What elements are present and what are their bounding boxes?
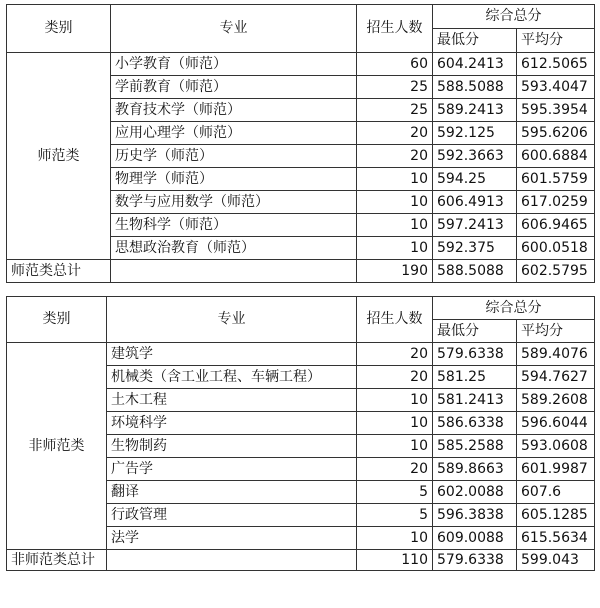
total-major-empty (111, 260, 357, 283)
major-cell: 生物制药 (107, 435, 357, 458)
header-avg-score: 平均分 (517, 320, 595, 343)
major-cell: 教育技术学（师范） (111, 99, 357, 122)
avg-score-cell: 601.5759 (517, 168, 595, 191)
min-score-cell: 581.25 (433, 366, 517, 389)
count-cell: 5 (357, 504, 433, 527)
min-score-cell: 585.2588 (433, 435, 517, 458)
major-cell: 历史学（师范） (111, 145, 357, 168)
count-cell: 25 (357, 76, 433, 99)
count-cell: 20 (357, 343, 433, 366)
total-label: 师范类总计 (7, 260, 111, 283)
min-score-cell: 592.125 (433, 122, 517, 145)
count-cell: 60 (357, 53, 433, 76)
count-cell: 20 (357, 366, 433, 389)
min-score-cell: 602.0088 (433, 481, 517, 504)
avg-score-cell: 601.9987 (517, 458, 595, 481)
min-score-cell: 588.5088 (433, 76, 517, 99)
major-cell: 法学 (107, 527, 357, 550)
avg-score-cell: 600.0518 (517, 237, 595, 260)
total-label: 非师范类总计 (7, 550, 107, 571)
count-cell: 10 (357, 389, 433, 412)
count-cell: 10 (357, 527, 433, 550)
major-cell: 思想政治教育（师范） (111, 237, 357, 260)
min-score-cell: 592.375 (433, 237, 517, 260)
avg-score-cell: 589.2608 (517, 389, 595, 412)
total-row (7, 260, 595, 283)
category-cell: 师范类 (7, 53, 111, 260)
major-cell: 物理学（师范） (111, 168, 357, 191)
count-cell: 10 (357, 191, 433, 214)
header-enroll: 招生人数 (357, 297, 433, 343)
major-cell: 环境科学 (107, 412, 357, 435)
count-cell: 20 (357, 458, 433, 481)
avg-score-cell: 593.0608 (517, 435, 595, 458)
min-score-cell: 609.0088 (433, 527, 517, 550)
avg-score-cell: 600.6884 (517, 145, 595, 168)
major-cell: 学前教育（师范） (111, 76, 357, 99)
major-cell: 应用心理学（师范） (111, 122, 357, 145)
major-cell: 数学与应用数学（师范） (111, 191, 357, 214)
total-count: 110 (357, 550, 433, 571)
min-score-cell: 604.2413 (433, 53, 517, 76)
avg-score-cell: 595.6206 (517, 122, 595, 145)
min-score-cell: 581.2413 (433, 389, 517, 412)
count-cell: 10 (357, 214, 433, 237)
major-cell: 行政管理 (107, 504, 357, 527)
total-min-score: 588.5088 (433, 260, 517, 283)
avg-score-cell: 615.5634 (517, 527, 595, 550)
non-teacher-admission-table (6, 296, 595, 571)
count-cell: 5 (357, 481, 433, 504)
header-major: 专业 (111, 5, 357, 53)
major-cell: 广告学 (107, 458, 357, 481)
avg-score-cell: 596.6044 (517, 412, 595, 435)
major-cell: 小学教育（师范） (111, 53, 357, 76)
header-category: 类别 (7, 297, 107, 343)
count-cell: 20 (357, 122, 433, 145)
table-row (7, 53, 595, 76)
min-score-cell: 589.2413 (433, 99, 517, 122)
teacher-admission-table (6, 4, 595, 283)
avg-score-cell: 589.4076 (517, 343, 595, 366)
count-cell: 20 (357, 145, 433, 168)
min-score-cell: 597.2413 (433, 214, 517, 237)
major-cell: 翻译 (107, 481, 357, 504)
count-cell: 10 (357, 237, 433, 260)
total-avg-score: 602.5795 (517, 260, 595, 283)
avg-score-cell: 617.0259 (517, 191, 595, 214)
min-score-cell: 592.3663 (433, 145, 517, 168)
count-cell: 10 (357, 412, 433, 435)
min-score-cell: 594.25 (433, 168, 517, 191)
min-score-cell: 606.4913 (433, 191, 517, 214)
table-row (7, 343, 595, 366)
header-major: 专业 (107, 297, 357, 343)
avg-score-cell: 607.6 (517, 481, 595, 504)
total-count: 190 (357, 260, 433, 283)
header-min-score: 最低分 (433, 320, 517, 343)
major-cell: 生物科学（师范） (111, 214, 357, 237)
category-cell: 非师范类 (7, 343, 107, 550)
avg-score-cell: 595.3954 (517, 99, 595, 122)
avg-score-cell: 606.9465 (517, 214, 595, 237)
header-score-group: 综合总分 (433, 297, 595, 320)
avg-score-cell: 593.4047 (517, 76, 595, 99)
header-category: 类别 (7, 5, 111, 53)
min-score-cell: 596.3838 (433, 504, 517, 527)
count-cell: 10 (357, 435, 433, 458)
min-score-cell: 586.6338 (433, 412, 517, 435)
avg-score-cell: 605.1285 (517, 504, 595, 527)
header-enroll: 招生人数 (357, 5, 433, 53)
total-row (7, 550, 595, 571)
min-score-cell: 589.8663 (433, 458, 517, 481)
header-min-score: 最低分 (433, 29, 517, 53)
min-score-cell: 579.6338 (433, 343, 517, 366)
total-avg-score: 599.043 (517, 550, 595, 571)
total-major-empty (107, 550, 357, 571)
header-score-group: 综合总分 (433, 5, 595, 29)
avg-score-cell: 594.7627 (517, 366, 595, 389)
count-cell: 10 (357, 168, 433, 191)
count-cell: 25 (357, 99, 433, 122)
header-avg-score: 平均分 (517, 29, 595, 53)
avg-score-cell: 612.5065 (517, 53, 595, 76)
total-min-score: 579.6338 (433, 550, 517, 571)
major-cell: 土木工程 (107, 389, 357, 412)
major-cell: 建筑学 (107, 343, 357, 366)
major-cell: 机械类（含工业工程、车辆工程） (107, 366, 357, 389)
